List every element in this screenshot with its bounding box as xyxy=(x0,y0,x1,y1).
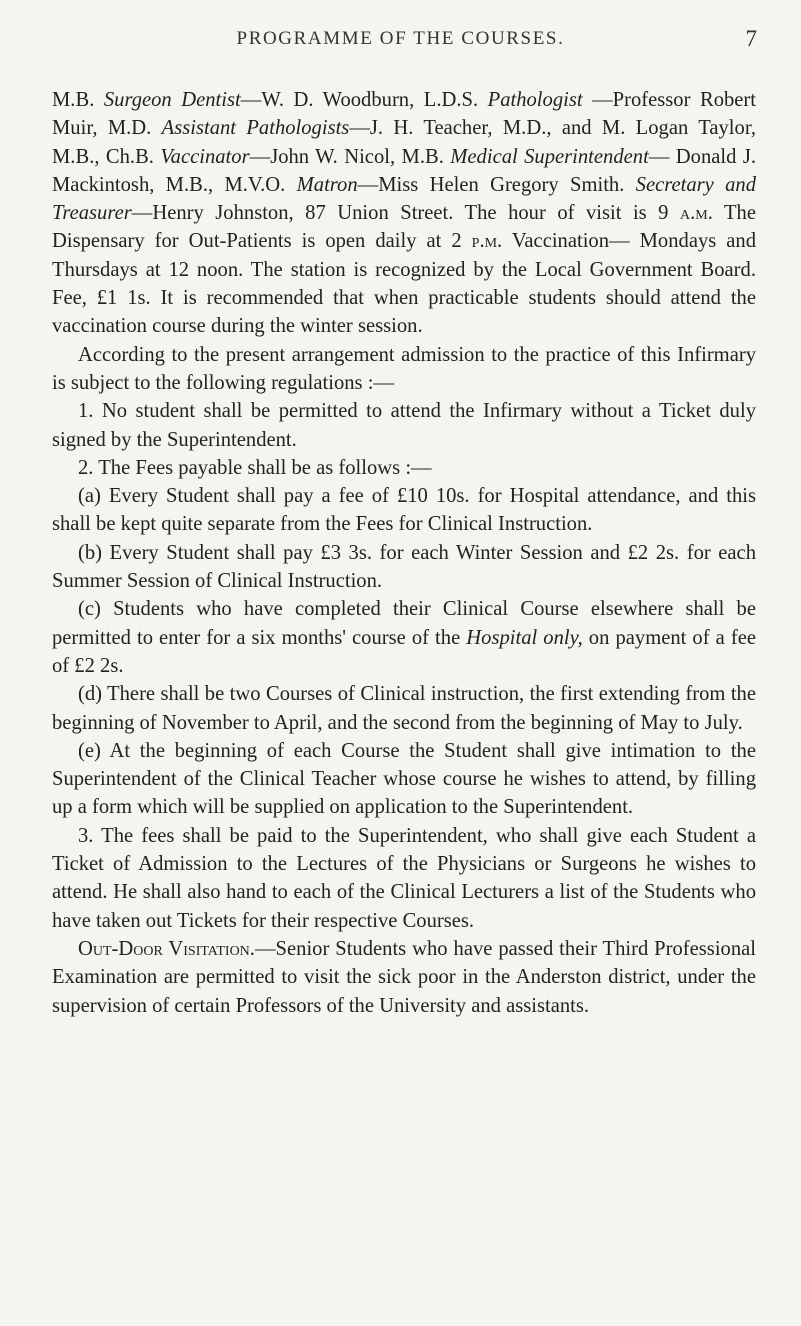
text-run: M.B. xyxy=(52,89,104,111)
text-run: —W. D. Woodburn, L.D.S. xyxy=(240,89,488,111)
page-number: 7 xyxy=(745,26,757,51)
regulation-2a: (a) Every Student shall pay a fee of £10 10s. for Hospital attendance, and this shall be kept quite separate from the Fees for Clinical Instruction. xyxy=(52,485,756,536)
regulation-2e: (e) At the beginning of each Course the Student shall give intimation to the Superintendent of the Clinical Teacher whose course he wishes to attend, by filling up a form which will be supplied on application to the Superintendent. xyxy=(52,739,756,819)
vaccinator-label: Vaccinator xyxy=(160,145,250,168)
outdoor-visitation-heading: Out-Door Visitation. xyxy=(78,937,255,960)
text-run: The Dispensary for Out-Patients is open daily at 2 xyxy=(52,202,756,253)
staff-paragraph xyxy=(52,86,756,341)
text-run: —John W. Nicol, M.B. xyxy=(249,145,451,168)
regulation-3: 3. The fees shall be paid to the Superintendent, who shall give each Student a Ticket of Admission to the Lectures of the Physicians or Surgeons he wishes to attend. He shall also hand to each of the Clinical Lecturers a list of the Students who have taken out Tickets for their respective Courses. xyxy=(52,824,756,932)
secretary-label: Secretary and Treasurer xyxy=(52,173,757,225)
regulation-2d: (d) There shall be two Courses of Clinical instruction, the first extending from the beginning of November to April, and the second from the beginning of May to July. xyxy=(52,683,756,734)
text-run: —Miss Helen Gregory Smith. xyxy=(357,173,636,196)
regulation-1: 1. No student shall be permitted to attend the Infirmary without a Ticket duly signed by the Superintendent. xyxy=(52,400,756,451)
matron-label: Matron xyxy=(296,173,358,196)
regulation-2b: (b) Every Student shall pay £3 3s. for each Winter Session and £2 2s. for each Summer Session of Clinical Instruction. xyxy=(52,541,756,593)
outdoor-visitation-paragraph xyxy=(52,935,756,1020)
medical-superintendent-label: Medical Superintendent xyxy=(450,145,649,168)
running-title: PROGRAMME OF THE COURSES. xyxy=(236,28,565,49)
regulation-2: 2. The Fees payable shall be as follows :— xyxy=(78,456,432,479)
hospital-only-emphasis: Hospital only, xyxy=(466,626,583,649)
text-run: —Senior Students who have passed their Third Professional Examination are permitted to visit the sick poor in the Anderston district, under the supervision of certain Professors of the University and assistants. xyxy=(52,937,756,1017)
regulation-2c xyxy=(52,595,756,680)
body-text xyxy=(52,86,756,1020)
text-run: (c) Students who have completed their Clinical Course elsewhere shall be permitted to enter for a six months' course of the xyxy=(52,598,756,649)
time-pm: p.m. xyxy=(471,230,503,253)
text-run: —Henry Johnston, 87 Union Street. The hour of visit is 9 xyxy=(131,202,680,225)
assistant-pathologists-label: Assistant Pathologists xyxy=(161,117,350,140)
pathologist-label: Pathologist xyxy=(487,89,583,111)
text-run: on payment of a fee of £2 2s. xyxy=(52,626,756,677)
regulations-intro: According to the present arrangement admission to the practice of this Infirmary is subject to the following regulations :— xyxy=(52,343,756,394)
text-run: —Professor Robert Muir, M.D. xyxy=(52,89,757,140)
running-head xyxy=(44,28,757,58)
text-run: —J. H. Teacher, M.D., and M. Logan Taylor, M.B., Ch.B. xyxy=(52,117,756,168)
surgeon-dentist-label: Surgeon Dentist xyxy=(103,89,241,111)
text-run: Vaccination— Mondays and Thursdays at 12 noon. The station is recognized by the Local Government Board. Fee, £1 1s. It is recommended that when practicable students should attend the vaccination course during the winter session. xyxy=(52,230,756,338)
text-run: — Donald J. Mackintosh, M.B., M.V.O. xyxy=(52,145,756,196)
time-am: a.m. xyxy=(679,202,713,225)
